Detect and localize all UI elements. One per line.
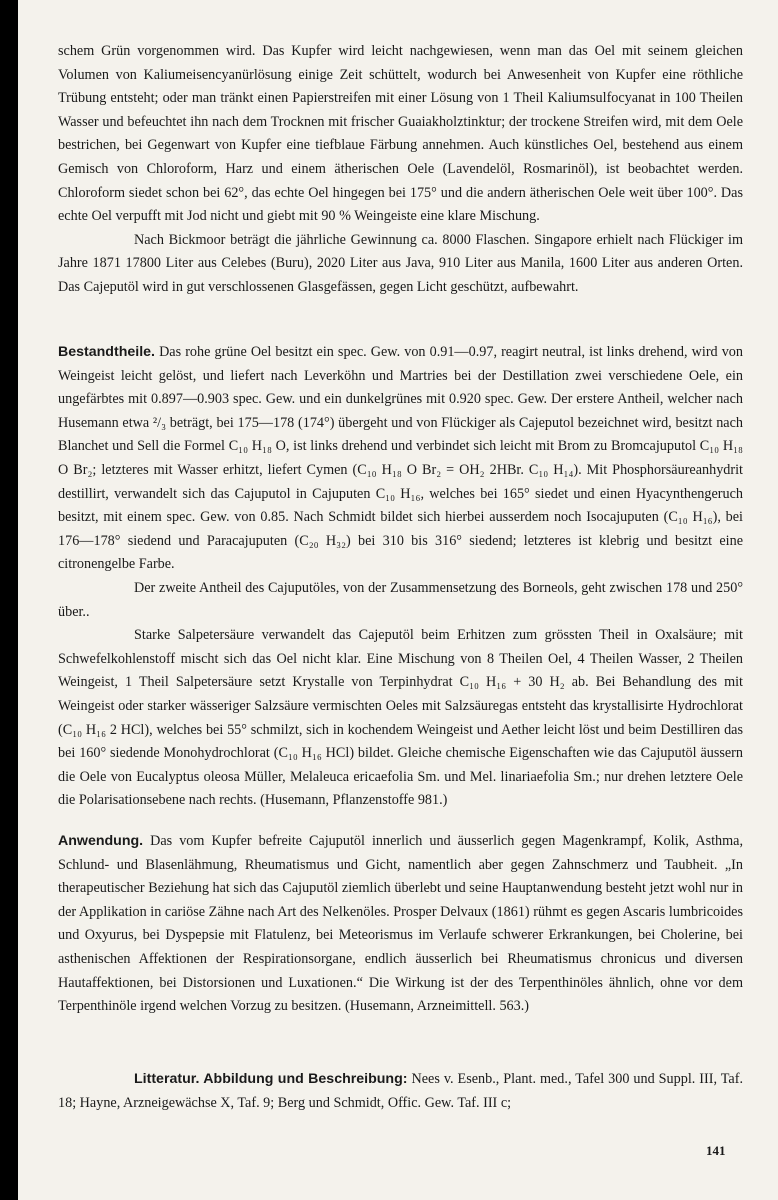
anwendung-heading: Anwendung. — [58, 833, 144, 849]
bestandtheile-paragraph-2: Der zweite Antheil des Cajuputöles, von der Zusammensetzung des Borneols, geht zwischen 178 und 250° über.. — [58, 579, 743, 620]
intro-section — [58, 40, 743, 300]
intro-paragraph-2: Nach Bickmoor beträgt die jährliche Gewinnung ca. 8000 Flaschen. Singapore erhielt nach Flückiger im Jahre 1871 17800 Liter aus Celebes (Buru), 2020 Liter aus Java, 910 Liter aus Manila, 1600 Liter aus anderen Orten. Das Cajeputöl wird in gut verschlossenen Glasgefässen, gegen Licht geschützt, aufbewahrt. — [58, 231, 743, 295]
litteratur-heading: Litteratur. Abbildung und Beschreibung: — [134, 1071, 408, 1087]
bestandtheile-paragraph-3: Starke Salpetersäure verwandelt das Cajeputöl beim Erhitzen zum grössten Theil in Oxalsäure; mit Schwefelkohlenstoff mischt sich das Oel nicht klar. Eine Mischung von 8 Theilen Oel, 4 Theilen Wasser, 2 Theilen Weingeist, 1 Theil Salpetersäure setzt Krystalle von Terpinhydrat C₁₀ H₁₆ + 30 H₂ ab. Bei Behandlung des mit Weingeist oder starker wässeriger Salzsäure vermischten Oeles mit Salzsäuregas entsteht das krystallisirte Hydrochlorat (C₁₀ H₁₆ 2 HCl), welches bei 55° schmilzt, sich in kochendem Weingeist und Aether leicht löst und beim Destilliren das bei 160° siedende Monohydrochlorat (C₁₀ H₁₆ HCl) bildet. Gleiche chemische Eigenschaften wie das Cajuputöl äussern die Oele von Eucalyptus oleosa Müller, Melaleuca ericaefolia Sm. und Mel. linariaefolia Sm.; nur drehen letztere Oele die Polarisationsebene nach rechts. (Husemann, Pflanzenstoffe 981.) — [58, 627, 743, 809]
anwendung-paragraph — [58, 830, 743, 1019]
litteratur-section — [58, 1068, 743, 1115]
anwendung-text: Das vom Kupfer befreite Cajuputöl innerlich und äusserlich gegen Magenkrampf, Kolik, Asthma, Schlund- und Blasenlähmung, Rheumatismus und Gicht, namentlich aber gegen Zahnschmerz und Taubheit. „In therapeutischer Beziehung hat sich das Cajuputöl ziemlich überlebt und seine Hauptanwendung besteht jetzt wohl nur in der Applikation in cariöse Zähne nach Art des Nelkenöles. Prosper Delvaux (1861) rühmt es gegen Ascaris lumbricoides und Oxyurus, bei Dyspepsie mit Flatulenz, bei Meteorismus im Verlaufe schwerer Erkrankungen, bei Cholerine, bei asthenischen Affektionen der Respirationsorgane, endlich äusserlich bei Rheumatismus chronicus und diversen Hautaffektionen, bei Distorsionen und Luxationen.“ Die Wirkung ist der des Terpenthinöles ähnlich, ohne vor dem Terpenthinöle irgend welchen Vorzug zu besitzen. (Husemann, Arzneimittell. 563.) — [58, 833, 743, 1015]
bestandtheile-paragraph-1 — [58, 341, 743, 577]
intro-paragraph-1: schem Grün vorgenommen wird. Das Kupfer wird leicht nachgewiesen, wenn man das Oel mit seinem gleichen Volumen von Kaliumeisencyanürlösung einige Zeit schüttelt, wodurch bei Anwesenheit von Kupfer eine röthliche Trübung entsteht; oder man tränkt einen Papierstreifen mit einer Lösung von 1 Theil Kaliumsulfocyanat in 100 Theilen Wasser und befeuchtet ihn nach dem Trocknen mit frischer Guaiakholztinktur; der trockene Streifen wird, mit dem Oele bestrichen, bei Gegenwart von Kupfer eine tiefblaue Färbung annehmen. Auch künstliches Oel, bestehend aus einem Gemisch von Chloroform, Harz und einem ätherischen Oele (Lavendelöl, Rosmarinöl), ist beobachtet werden. Chloroform siedet schon bei 62°, das echte Oel hingegen bei 175° und die andern ätherischen Oele weit über 100°. Das echte Oel verpufft mit Jod nicht und giebt mit 90 % Weingeiste eine klare Mischung. — [58, 43, 743, 225]
litteratur-text: Nees v. Esenb., Plant. med., Tafel 300 und Suppl. III, Taf. 18; Hayne, Arzneigewächse X, Taf. 9; Berg und Schmidt, Offic. Gew. Taf. III c; — [58, 1071, 744, 1111]
bestandtheile-text: Das rohe grüne Oel besitzt ein spec. Gew. von 0.91—0.97, reagirt neutral, ist links drehend, wird von Weingeist leicht gelöst, und liefert nach Leverköhn und Martries bei der Destillation zwei verschiedene Oele, ein ungefärbtes mit 0.897—0.903 spec. Gew. und ein dunkelgrünes mit 0.920 spec. Gew. Der erstere Antheil, welcher nach Husemann etwa ²/₃ beträgt, bei 175—178 (174°) übergeht und von Flückiger als Cajeputol bezeichnet wird, besitzt nach Blanchet und Sell die Formel C₁₀ H₁₈ O, ist links drehend und verbindet sich leicht mit Brom zu Bromcajuputol C₁₀ H₁₈ O Br₂; letzteres mit Wasser erhitzt, liefert Cymen (C₁₀ H₁₈ O Br₂ = OH₂ 2HBr. C₁₀ H₁₄). Mit Phosphorsäureanhydrit destillirt, verwandelt sich das Cajuputol in Cajuputen C₁₀ H₁₆, welches bei 165° siedet und einen Hyacynthengeruch besitzt, mit einem spec. Gew. von 0.85. Nach Schmidt bildet sich hierbei ausserdem noch Isocajuputen (C₁₀ H₁₆), bei 176—178° siedend und Paracajuputen (C₂₀ H₃₂) bei 310 bis 316° siedend; letzteres ist klebrig und besitzt eine citronengelbe Farbe. — [58, 344, 743, 573]
page-number: 141 — [706, 1143, 726, 1158]
anwendung-section — [58, 830, 743, 1019]
document-page — [18, 0, 778, 1200]
bestandtheile-heading: Bestandtheile. — [58, 344, 155, 360]
bestandtheile-section — [58, 341, 743, 813]
litteratur-paragraph — [58, 1068, 743, 1115]
